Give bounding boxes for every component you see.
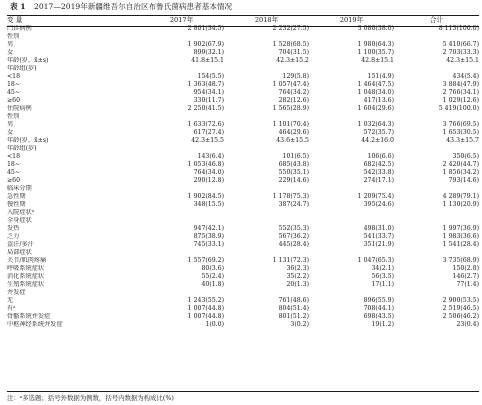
column-header-variable: 变 量 <box>7 16 23 24</box>
cell-2017: 42.3±15.5 <box>191 137 224 144</box>
cell-2019: 572(35.7) <box>363 129 394 136</box>
cell-2019: 395(24.6) <box>363 201 394 208</box>
cell-2019: 351(21.9) <box>363 241 394 248</box>
cell-2018: 464(29.6) <box>278 129 309 136</box>
row-label: 女 <box>7 49 14 56</box>
table-row <box>7 233 479 241</box>
row-label: 乏力 <box>7 233 20 240</box>
cell-total <box>394 33 479 41</box>
column-header-2018: 2018年 <box>254 16 279 24</box>
cell-2017: 1 902(67.9) <box>187 41 224 48</box>
cell-2018: 552(35.3) <box>278 225 309 232</box>
cell-2017 <box>139 113 224 121</box>
row-label: 呼吸系统症状 <box>7 265 45 272</box>
cell-total: 1 541(28.4) <box>442 241 479 248</box>
cell-2019 <box>309 249 394 257</box>
row-label: 45~ <box>7 169 21 176</box>
cell-total: 146(2.7) <box>452 273 479 280</box>
cell-2017: 2 801(34.5) <box>187 25 224 32</box>
table-row <box>7 241 479 249</box>
table-row <box>7 313 479 321</box>
cell-2017 <box>139 185 224 193</box>
row-label: 局部症状 <box>7 249 32 256</box>
cell-2017: 143(6.4) <box>197 153 224 160</box>
cell-2018: 761(48.6) <box>278 297 309 304</box>
cell-2019 <box>309 185 394 193</box>
cell-2017 <box>139 145 224 153</box>
cell-2019 <box>309 113 394 121</box>
table-row <box>7 49 479 57</box>
cell-2017: 954(34.1) <box>193 89 224 96</box>
row-label: ≥60 <box>7 177 21 184</box>
cell-2019: 17(1.1) <box>371 281 394 288</box>
cell-2017: 745(33.1) <box>193 241 224 248</box>
cell-2018: 387(24.7) <box>278 201 309 208</box>
cell-2017: 348(15.5) <box>193 201 224 208</box>
cell-2017: 617(27.4) <box>193 129 224 136</box>
cell-2017 <box>139 249 224 257</box>
cell-2019: 1 032(64.3) <box>357 121 394 128</box>
cell-2019: 1 100(35.7) <box>357 49 394 56</box>
table-row <box>7 161 479 169</box>
cell-total: 2 900(53.5) <box>442 297 479 304</box>
table-row <box>7 57 479 65</box>
cell-total: 1 983(36.6) <box>442 233 479 240</box>
cell-total <box>394 113 479 121</box>
row-label: 关节/肌肉疼痛 <box>7 257 47 264</box>
cell-2019: 1 464(47.5) <box>357 81 394 88</box>
cell-total: 150(2.8) <box>452 265 479 272</box>
cell-2019: 3 080(38.0) <box>357 25 394 32</box>
cell-2017: 1 243(55.2) <box>187 297 224 304</box>
cell-2019: 274(17.1) <box>363 177 394 184</box>
cell-2017 <box>139 65 224 73</box>
table-row <box>7 217 479 225</box>
cell-total <box>394 249 479 257</box>
row-label: 生殖系统症状 <box>7 281 45 288</box>
cell-2017: 41.8±15.1 <box>191 57 224 64</box>
cell-2017: 1 007(44.8) <box>187 305 224 312</box>
cell-2017 <box>139 209 224 217</box>
table-row <box>7 321 479 329</box>
row-label: 并发症 <box>7 289 26 296</box>
cell-2018 <box>224 145 309 153</box>
cell-2018: 1 528(68.5) <box>272 41 309 48</box>
cell-2018 <box>224 217 309 225</box>
cell-2017 <box>139 33 224 41</box>
table-title: 2017—2019年新疆维吾尔自治区布鲁氏菌病患者基本情况 <box>34 2 233 11</box>
table-row <box>7 177 479 185</box>
cell-total <box>394 145 479 153</box>
cell-total: 1 856(34.2) <box>442 169 479 176</box>
table-row <box>7 201 479 209</box>
cell-2018: 685(43.8) <box>278 161 309 168</box>
cell-total <box>394 289 479 297</box>
cell-2019 <box>309 33 394 41</box>
cell-2019: 56(3.5) <box>371 273 394 280</box>
cell-2019 <box>309 65 394 73</box>
cell-2018: 804(51.4) <box>278 305 309 312</box>
row-label: 18~ <box>7 81 21 88</box>
row-label: 男 <box>7 121 14 128</box>
table-row <box>7 265 479 273</box>
cell-2018 <box>224 33 309 41</box>
cell-2017: 875(38.9) <box>193 233 224 240</box>
cell-2017: 1 557(69.2) <box>187 257 224 264</box>
cell-total: 43.3±15.7 <box>446 137 479 144</box>
row-label: 发热 <box>7 225 20 232</box>
table-row <box>7 33 479 41</box>
table-row <box>7 25 479 33</box>
row-label: ≥60 <box>7 97 21 104</box>
cell-total: 3 766(69.5) <box>442 121 479 128</box>
cell-2018: 550(35.1) <box>278 169 309 176</box>
cell-2019: 698(43.5) <box>363 313 394 320</box>
cell-2018: 1 565(28.9) <box>272 105 309 112</box>
cell-2017: 154(5.5) <box>197 73 224 80</box>
table-row <box>7 105 479 113</box>
table-row <box>7 97 479 105</box>
cell-2019: 682(42.5) <box>363 161 394 168</box>
cell-total <box>394 217 479 225</box>
row-label: 骨骼系统并发症 <box>7 313 51 320</box>
cell-2018: 3(0.2) <box>290 321 309 328</box>
cell-total <box>394 65 479 73</box>
table-row <box>7 193 479 201</box>
cell-2019: 1 980(64.3) <box>357 41 394 48</box>
cell-total <box>394 185 479 193</box>
cell-2018: 764(34.2) <box>278 89 309 96</box>
cell-total: 5 419(100.0) <box>438 105 479 112</box>
cell-2018: 35(2.2) <box>286 273 309 280</box>
row-label: 年龄(岁，x̄±s) <box>7 137 49 144</box>
table-row <box>7 273 479 281</box>
cell-2019: 541(33.7) <box>363 233 394 240</box>
cell-2018 <box>224 209 309 217</box>
table-row <box>7 41 479 49</box>
row-label: 临床分期 <box>7 185 32 192</box>
row-label: 有ᵃ <box>7 305 16 312</box>
cell-2019: 106(6.6) <box>367 153 394 160</box>
cell-total: 4 289(79.1) <box>442 193 479 200</box>
column-header-2019: 2019年 <box>339 16 364 24</box>
row-label: 全身症状 <box>7 217 32 224</box>
cell-2017: 1 053(46.8) <box>187 161 224 168</box>
table-row <box>7 249 479 257</box>
cell-2019 <box>309 289 394 297</box>
cell-2018: 445(28.4) <box>278 241 309 248</box>
row-label: 性别 <box>7 113 20 120</box>
cell-2019: 1 047(65.3) <box>357 257 394 264</box>
cell-2019: 44.2±16.0 <box>361 137 394 144</box>
cell-2019 <box>309 209 394 217</box>
cell-2017 <box>139 289 224 297</box>
cell-total: 2 703(33.3) <box>442 49 479 56</box>
cell-2019 <box>309 145 394 153</box>
cell-total: 2 420(44.7) <box>442 161 479 168</box>
cell-2018: 1 178(75.3) <box>272 193 309 200</box>
column-header-2017: 2017年 <box>169 16 194 24</box>
table-body <box>7 25 479 329</box>
table-footnote: 注：ᵃ多选题；括号外数据为例数，括号内数据为构成比(%) <box>7 394 174 402</box>
cell-2019: 896(55.9) <box>363 297 394 304</box>
row-label: <18 <box>7 73 21 80</box>
table-row <box>7 65 479 73</box>
cell-total: 1 653(30.5) <box>442 129 479 136</box>
table-row <box>7 129 479 137</box>
cell-2017: 290(12.8) <box>193 177 224 184</box>
cell-2017: 1(0.0) <box>205 321 224 328</box>
cell-2019: 151(4.9) <box>367 73 394 80</box>
cell-2018: 36(2.3) <box>286 265 309 272</box>
cell-2018: 1 101(70.4) <box>272 121 309 128</box>
cell-total <box>394 209 479 217</box>
cell-2017 <box>139 217 224 225</box>
cell-2017: 1 363(48.7) <box>187 81 224 88</box>
cell-2018 <box>224 249 309 257</box>
cell-total: 793(14.6) <box>448 177 479 184</box>
table-caption <box>0 1 482 13</box>
cell-total: 3 735(68.9) <box>442 257 479 264</box>
cell-2019: 34(2.1) <box>371 265 394 272</box>
row-label: 无 <box>7 297 14 304</box>
table-row <box>7 185 479 193</box>
cell-2018: 1 131(72.3) <box>272 257 309 264</box>
cell-total: 5 410(66.7) <box>442 41 479 48</box>
cell-2018 <box>224 289 309 297</box>
table-row <box>7 297 479 305</box>
row-label: 中枢神经系统并发症 <box>7 321 63 328</box>
cell-2017: 899(32.1) <box>193 49 224 56</box>
row-label: 慢性期 <box>7 201 26 208</box>
row-label: 盗汗/多汗 <box>7 241 34 248</box>
row-label: 年龄组(岁) <box>7 65 37 72</box>
table-row <box>7 145 479 153</box>
cell-2017: 330(11.7) <box>193 97 224 104</box>
table-row <box>7 89 479 97</box>
row-label: 性别 <box>7 33 20 40</box>
table-row <box>7 153 479 161</box>
cell-total: 350(6.5) <box>452 153 479 160</box>
cell-2019: 42.8±15.1 <box>361 57 394 64</box>
cell-2019: 1 048(34.0) <box>357 89 394 96</box>
cell-2019: 417(13.6) <box>363 97 394 104</box>
cell-2018 <box>224 65 309 73</box>
cell-2019: 542(33.8) <box>363 169 394 176</box>
cell-2018: 1 057(47.4) <box>272 81 309 88</box>
cell-total: 77(1.4) <box>456 281 479 288</box>
row-label: 男 <box>7 41 14 48</box>
cell-2019: 1 209(75.4) <box>357 193 394 200</box>
cell-2018: 43.6±15.5 <box>276 137 309 144</box>
cell-total: 2 766(34.1) <box>442 89 479 96</box>
cell-total: 23(0.4) <box>456 321 479 328</box>
cell-2017: 40(1.8) <box>201 281 224 288</box>
row-label: 门诊病例 <box>7 25 32 32</box>
cell-2018 <box>224 185 309 193</box>
cell-2017: 947(42.1) <box>193 225 224 232</box>
cell-total: 1 029(12.6) <box>442 97 479 104</box>
cell-total: 8 113(100.0) <box>438 25 479 32</box>
table-row <box>7 121 479 129</box>
cell-2017: 2 250(41.5) <box>187 105 224 112</box>
cell-total: 2 519(46.5) <box>442 305 479 312</box>
cell-2018: 101(6.5) <box>282 153 309 160</box>
row-label: 18~ <box>7 161 21 168</box>
table-row <box>7 289 479 297</box>
cell-2019 <box>309 217 394 225</box>
cell-2017: 764(34.0) <box>193 169 224 176</box>
cell-2018: 801(51.2) <box>278 313 309 320</box>
row-label: 入院症状ᵃ <box>7 209 35 216</box>
cell-2018: 567(36.2) <box>278 233 309 240</box>
row-label: 消化系统症状 <box>7 273 45 280</box>
table-row <box>7 305 479 313</box>
table-row <box>7 209 479 217</box>
cell-2018: 42.3±15.2 <box>276 57 309 64</box>
cell-2019: 708(44.1) <box>363 305 394 312</box>
cell-total: 3 884(47.9) <box>442 81 479 88</box>
table-row <box>7 281 479 289</box>
row-label: 45~ <box>7 89 21 96</box>
row-label: 年龄组(岁) <box>7 145 37 152</box>
cell-2019: 1 604(29.6) <box>357 105 394 112</box>
cell-2018: 282(12.6) <box>278 97 309 104</box>
row-label: 年龄(岁，x̄±s) <box>7 57 49 64</box>
table-row <box>7 137 479 145</box>
cell-2018: 129(5.8) <box>282 73 309 80</box>
cell-total: 1 130(20.9) <box>442 201 479 208</box>
bottom-rule <box>7 391 479 392</box>
cell-total: 1 997(36.9) <box>442 225 479 232</box>
table-row <box>7 73 479 81</box>
row-label: 女 <box>7 129 14 136</box>
cell-2018: 2 232(27.5) <box>272 25 309 32</box>
cell-2018: 704(31.5) <box>278 49 309 56</box>
cell-2017: 55(2.4) <box>201 273 224 280</box>
row-label: 住院病例 <box>7 105 32 112</box>
cell-total: 2 506(46.2) <box>442 313 479 320</box>
cell-2017: 1 902(84.5) <box>187 193 224 200</box>
table-row <box>7 225 479 233</box>
cell-2017: 1 007(44.8) <box>187 313 224 320</box>
table-row <box>7 257 479 265</box>
column-header-total: 合计 <box>429 16 444 24</box>
table-row <box>7 113 479 121</box>
cell-2017: 1 633(72.6) <box>187 121 224 128</box>
cell-2018: 20(1.3) <box>286 281 309 288</box>
cell-total: 42.3±15.1 <box>446 57 479 64</box>
header-row <box>7 16 479 25</box>
cell-total: 434(5.4) <box>452 73 479 80</box>
row-label: 急性期 <box>7 193 26 200</box>
table-number: 表 1 <box>10 2 26 11</box>
cell-2019: 19(1.2) <box>371 321 394 328</box>
cell-2018: 229(14.6) <box>278 177 309 184</box>
cell-2017: 80(3.6) <box>201 265 224 272</box>
row-label: <18 <box>7 153 21 160</box>
cell-2018 <box>224 113 309 121</box>
data-table <box>7 16 479 329</box>
table-row <box>7 81 479 89</box>
cell-2019: 498(31.0) <box>363 225 394 232</box>
table-row <box>7 169 479 177</box>
